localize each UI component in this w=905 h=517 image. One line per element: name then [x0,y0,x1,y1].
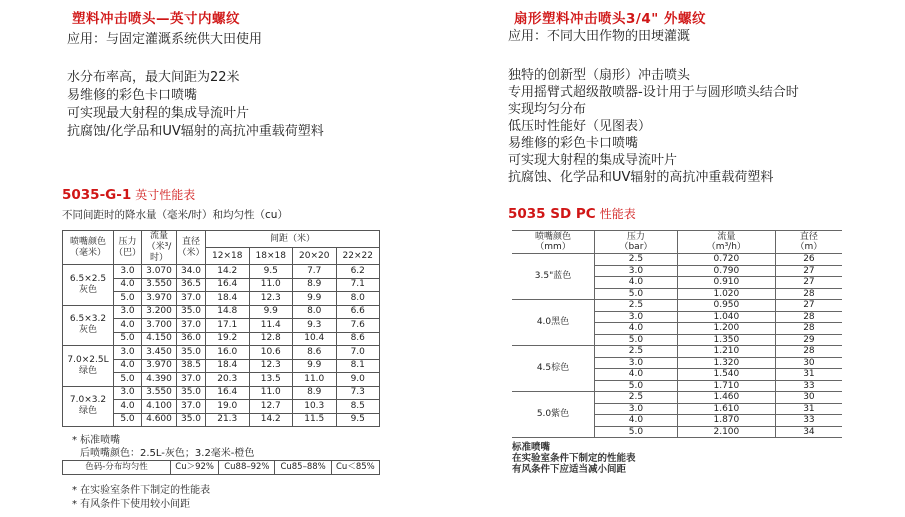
table-cell: 18.4 [206,292,250,306]
table-cell: 14.2 [206,265,250,279]
table-cell: 7.3 [336,386,380,400]
table-cell: 10.3 [293,400,337,414]
right-performance-table [512,230,842,438]
table-cell: 9.0 [336,373,380,387]
table-cell: 3.200 [142,305,177,319]
table-cell: 5.0 [595,426,678,438]
table-cell: 3.450 [142,346,177,360]
right-title: 扇形塑料冲击喷头3/4" 外螺纹 [514,11,706,27]
table-cell: 11.0 [249,278,293,292]
table-cell: 4.0 [114,400,142,414]
nozzle-color: 绿色 [78,406,97,417]
table-cell: 35.0 [177,413,206,427]
table-cell: 3.0 [114,305,142,319]
table-cell: 1.710 [677,380,775,392]
right-feature: 易维修的彩色卡口喷嘴 [508,136,639,151]
header-nozzle: 喷嘴颜色（毫米） [63,231,114,265]
table-cell: 4.100 [142,400,177,414]
right-application: 应用：不同大田作物的田埂灌溉 [508,29,691,44]
table-cell: 35.0 [177,386,206,400]
nozzle-size: 6.5×3.2 [69,314,107,325]
table-cell: 29 [775,334,842,346]
table-cell: 6.2 [336,265,380,279]
table-cell: 12.3 [249,292,293,306]
table-cell: 4.0 [114,359,142,373]
table-cell: 1.870 [677,415,775,427]
cu-legend-item: Cu＜85% [331,461,379,475]
table-cell: 11.4 [249,319,293,333]
table-cell: 34 [775,426,842,438]
table-cell: 8.5 [336,400,380,414]
table-cell: 1.200 [677,323,775,335]
table-cell: 14.8 [206,305,250,319]
table-cell: 3.0 [595,311,678,323]
header-diameter: 直径（米） [177,231,206,265]
table-cell: 34.0 [177,265,206,279]
table-cell: 7.6 [336,319,380,333]
table-cell: 6.6 [336,305,380,319]
table-cell: 4.0 [114,278,142,292]
table-cell: 18.4 [206,359,250,373]
table-cell: 11.5 [293,413,337,427]
table-cell: 28 [775,346,842,358]
table-cell: 9.5 [336,413,380,427]
rear-nozzle-note: 后喷嘴颜色：2.5L-灰色；3.2毫米-橙色 [80,448,255,459]
table-cell: 7.0 [336,346,380,360]
table-cell: 8.1 [336,359,380,373]
table-cell: 2.5 [595,300,678,312]
table-cell: 31 [775,403,842,415]
header-nozzle [512,231,595,254]
table-cell: 4.150 [142,332,177,346]
nozzle-cell: 4.0黑色 [512,300,595,346]
table-cell: 16.0 [206,346,250,360]
table-cell: 3.070 [142,265,177,279]
left-perf-code: 5035-G-1 [62,187,132,203]
cu-legend-item: Cu＞92% [171,461,219,475]
nozzle-cell: 3.5"蓝色 [512,254,595,300]
left-feature: 水分布率高，最大间距为22米 [67,70,240,85]
table-cell: 5.0 [595,380,678,392]
table-cell: 1.610 [677,403,775,415]
right-note: 有风条件下应适当减小间距 [512,464,627,475]
table-cell: 3.0 [595,403,678,415]
table-cell: 30 [775,357,842,369]
table-cell: 1.540 [677,369,775,381]
table-cell: 37.0 [177,292,206,306]
table-cell: 36.0 [177,332,206,346]
table-cell: 9.5 [249,265,293,279]
table-cell: 8.6 [293,346,337,360]
table-cell: 16.4 [206,278,250,292]
table-cell: 26 [775,254,842,266]
table-cell: 7.7 [293,265,337,279]
nozzle-color: 绿色 [78,365,97,376]
table-cell: 10.4 [293,332,337,346]
header-flow: 流量（米³/时） [142,231,177,265]
nozzle-color: 灰色 [78,284,97,295]
left-feature: 抗腐蚀/化学品和UV辐射的高抗冲重载荷塑料 [67,124,324,139]
table-cell: 27 [775,265,842,277]
table-row [512,300,842,312]
table-cell: 3.0 [595,357,678,369]
header-diameter [775,231,842,254]
left-perf-subtitle: 不同间距时的降水量（毫米/时）和均匀性（cu） [62,209,288,221]
nozzle-cell [63,265,114,306]
table-cell: 3.0 [114,265,142,279]
table-cell: 10.6 [249,346,293,360]
right-perf-title [508,205,636,222]
table-cell: 12.7 [249,400,293,414]
table-cell: 5.0 [114,332,142,346]
table-cell: 13.5 [249,373,293,387]
table-row [512,346,842,358]
table-row [63,305,380,319]
table-cell: 1.040 [677,311,775,323]
header-flow [677,231,775,254]
left-perf-title [62,186,195,203]
table-row [63,386,380,400]
table-cell: 35.0 [177,305,206,319]
table-cell: 9.9 [293,292,337,306]
table-cell: 0.720 [677,254,775,266]
table-cell: 5.0 [595,288,678,300]
table-cell: 14.2 [249,413,293,427]
right-feature: 实现均匀分布 [508,102,587,117]
header-line: 流量 [717,232,736,242]
table-cell: 12.3 [249,359,293,373]
table-cell: 4.0 [595,277,678,289]
table-cell: 1.350 [677,334,775,346]
table-cell: 37.0 [177,373,206,387]
nozzle-cell [63,386,114,427]
right-feature: 抗腐蚀、化学品和UV辐射的高抗冲重载荷塑料 [508,170,774,185]
table-row [512,254,842,266]
table-cell: 11.0 [249,386,293,400]
header-line: （m³/h） [706,242,746,252]
left-note: * 有风条件下使用较小间距 [72,499,191,510]
table-cell: 36.5 [177,278,206,292]
table-cell: 0.790 [677,265,775,277]
table-cell: 33 [775,415,842,427]
spacing-col: 18×18 [249,248,293,265]
table-cell: 27 [775,300,842,312]
header-line: 压力 [626,232,645,242]
right-feature: 低压时性能好（见图表） [508,119,652,134]
table-cell: 9.3 [293,319,337,333]
spacing-col: 12×18 [206,248,250,265]
table-cell: 0.950 [677,300,775,312]
table-cell: 1.320 [677,357,775,369]
spacing-col: 20×20 [293,248,337,265]
nozzle-cell [63,305,114,346]
table-cell: 28 [775,323,842,335]
table-cell: 5.0 [595,334,678,346]
nozzle-cell: 5.0紫色 [512,392,595,438]
left-note: * 在实验室条件下制定的性能表 [72,485,211,496]
table-cell: 16.4 [206,386,250,400]
table-cell: 1.020 [677,288,775,300]
table-cell: 21.3 [206,413,250,427]
header-line: 直径 [799,232,818,242]
table-cell: 8.0 [336,292,380,306]
table-cell: 8.9 [293,278,337,292]
table-cell: 19.0 [206,400,250,414]
table-cell: 28 [775,288,842,300]
table-cell: 4.0 [595,369,678,381]
table-cell: 5.0 [114,413,142,427]
table-cell: 19.2 [206,332,250,346]
table-cell: 28 [775,311,842,323]
table-cell: 8.0 [293,305,337,319]
table-cell: 2.5 [595,392,678,404]
table-cell: 11.0 [293,373,337,387]
nozzle-size: 7.0×3.2 [69,395,107,406]
table-cell: 5.0 [114,292,142,306]
right-perf-title-text: 性能表 [599,207,636,221]
table-cell: 1.460 [677,392,775,404]
right-perf-code: 5035 SD PC [508,206,596,222]
table-cell: 38.5 [177,359,206,373]
table-cell: 4.0 [595,323,678,335]
table-cell: 4.0 [114,319,142,333]
table-cell: 5.0 [114,373,142,387]
table-row [63,265,380,279]
table-cell: 33 [775,380,842,392]
nozzle-size: 6.5×2.5 [69,273,107,284]
left-perf-title-text: 英寸性能表 [135,188,196,202]
header-line: （bar） [619,242,653,252]
table-cell: 20.3 [206,373,250,387]
table-cell: 27 [775,277,842,289]
header-pressure: 压力（巴） [114,231,142,265]
left-feature: 易维修的彩色卡口喷嘴 [67,88,198,103]
table-row [512,392,842,404]
table-cell: 9.9 [293,359,337,373]
table-cell: 3.0 [114,346,142,360]
table-cell: 3.0 [595,265,678,277]
table-cell: 7.1 [336,278,380,292]
cu-legend-table [62,460,380,475]
header-line: 喷嘴颜色 [534,232,571,242]
header-pressure [595,231,678,254]
cu-legend-item: Cu85–88% [275,461,331,475]
table-cell: 8.6 [336,332,380,346]
table-cell: 17.1 [206,319,250,333]
table-cell: 3.970 [142,292,177,306]
table-cell: 3.970 [142,359,177,373]
table-cell: 37.0 [177,319,206,333]
table-cell: 0.910 [677,277,775,289]
table-cell: 1.210 [677,346,775,358]
left-title: 塑料冲击喷头—英寸内螺纹 [72,11,240,27]
table-cell: 2.5 [595,254,678,266]
table-cell: 3.550 [142,386,177,400]
left-performance-table [62,230,380,427]
table-cell: 12.8 [249,332,293,346]
spacing-col: 22×22 [336,248,380,265]
header-line: （m） [795,242,823,252]
header-line: （mm） [535,242,571,252]
right-feature: 可实现大射程的集成导流叶片 [508,153,678,168]
right-feature: 专用摇臂式超级散喷器-设计用于与圆形喷头结合时 [508,85,799,100]
table-cell: 3.700 [142,319,177,333]
cu-legend-item: Cu88–92% [219,461,275,475]
table-cell: 30 [775,392,842,404]
table-cell: 37.0 [177,400,206,414]
nozzle-cell [63,346,114,387]
table-cell: 3.0 [114,386,142,400]
nozzle-size: 7.0×2.5L [67,354,109,365]
table-cell: 35.0 [177,346,206,360]
table-cell: 31 [775,369,842,381]
table-row [63,346,380,360]
table-cell: 8.9 [293,386,337,400]
cu-label: 色码-分布均匀性 [63,461,171,475]
table-cell: 2.100 [677,426,775,438]
table-cell: 2.5 [595,346,678,358]
table-cell: 4.600 [142,413,177,427]
table-cell: 9.9 [249,305,293,319]
table-cell: 4.0 [595,415,678,427]
right-feature: 独特的创新型（扇形）冲击喷头 [508,68,691,83]
table-cell: 3.550 [142,278,177,292]
nozzle-cell: 4.5棕色 [512,346,595,392]
right-note: 在实验室条件下制定的性能表 [512,453,636,464]
nozzle-color: 灰色 [78,325,97,336]
table-cell: 4.390 [142,373,177,387]
header-spacing: 间距（米） [206,231,380,248]
standard-nozzle-label: * 标准喷嘴 [72,435,121,446]
right-note: 标准喷嘴 [512,442,551,453]
left-application: 应用：与固定灌溉系统供大田使用 [67,32,263,47]
left-feature: 可实现最大射程的集成导流叶片 [67,106,250,121]
